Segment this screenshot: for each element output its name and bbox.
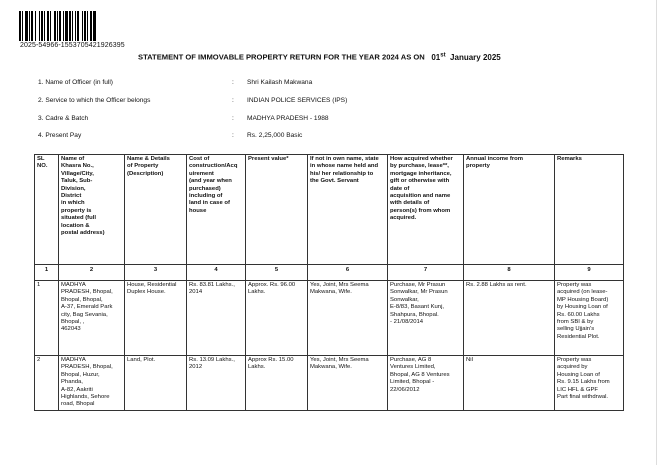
- table-cell: 2: [35, 356, 59, 411]
- header-how-acquired: How acquired whether by purchase, lease**, mortgage inheritance, gift or otherwise with date of acquisition and name with details of person(s) from whom acquired.: [388, 155, 464, 265]
- table-row: [35, 356, 624, 411]
- column-number-row: [35, 265, 624, 281]
- column-number: 1: [35, 265, 59, 281]
- cadre-batch-value: MADHYA PRADESH - 1988: [247, 115, 329, 122]
- column-number: 7: [388, 265, 464, 281]
- present-pay-value: Rs. 2,25,000 Basic: [247, 132, 303, 139]
- separator: :: [232, 132, 234, 139]
- table-cell: Purchase, Mr Prasun Sonwalkar, Mr Prasun Sonwalkar, E-8/83, Basant Kunj, Shahpura, Bhopal. - 21/08/2014: [388, 281, 464, 356]
- table-cell: House, Residential Duplex House.: [125, 281, 187, 356]
- table-cell: Nil: [464, 356, 555, 411]
- table-header-row: [35, 155, 624, 265]
- separator: :: [232, 79, 234, 86]
- table-cell: Rs. 2.88 Lakhs as rent.: [464, 281, 555, 356]
- table-cell: Approx Rs. 15.00 Lakhs.: [246, 356, 308, 411]
- service-label: 2. Service to which the Officer belongs: [38, 97, 151, 104]
- header-property-details: Name & Details of Property (Description): [125, 155, 187, 265]
- barcode-number: 2025-54966-1553705421926395: [20, 42, 125, 49]
- officer-name-value: Shri Kailash Makwana: [247, 79, 313, 86]
- service-value: INDIAN POLICE SERVICES (IPS): [247, 97, 348, 104]
- header-sl-no: SL NO.: [35, 155, 59, 265]
- separator: :: [232, 97, 234, 104]
- column-number: 4: [187, 265, 246, 281]
- column-number: 5: [246, 265, 308, 281]
- column-number: 8: [464, 265, 555, 281]
- column-number: 6: [308, 265, 388, 281]
- present-pay-label: 4. Present Pay: [38, 132, 82, 139]
- document-title: [138, 52, 501, 62]
- header-remarks: Remarks: [555, 155, 624, 265]
- header-present-value: Present value*: [246, 155, 308, 265]
- officer-name-label: 1. Name of Officer (in full): [38, 79, 113, 86]
- table-cell: MADHYA PRADESH, Bhopal, Bhopal, Huzur, Phanda, A-82, Aakriti Highlands, Sehore road, Bhopal: [59, 356, 125, 411]
- header-location: Name of Khasra No., Village/City, Taluk, Sub- Division, District in which property is situated (full location & postal address): [59, 155, 125, 265]
- header-owner: If not in own name, state in whose name held and his/ her relationship to the Govt. Servant: [308, 155, 388, 265]
- column-number: 2: [59, 265, 125, 281]
- separator: :: [232, 115, 234, 122]
- table-cell: Purchase, AG 8 Ventures Limited, Bhopal, AG 8 Ventures Limited, Bhopal - 22/06/2012: [388, 356, 464, 411]
- table-cell: 1: [35, 281, 59, 356]
- column-number: 3: [125, 265, 187, 281]
- page-edge-divider: [656, 0, 657, 465]
- table-cell: Land, Plot.: [125, 356, 187, 411]
- header-cost: Cost of construction/Acq uirement (and year when purchased) including of land in case of house: [187, 155, 246, 265]
- barcode: [19, 11, 131, 41]
- table-row: [35, 281, 624, 356]
- table-cell: Property was acquired (on lease- MP Housing Board) by Housing Loan of Rs. 60.00 Lakhs from SBI & by selling Ujjain's Residential Plot.: [555, 281, 624, 356]
- table-cell: Rs. 13.09 Lakhs., 2012: [187, 356, 246, 411]
- table-cell: Property was acquired by Housing Loan of Rs. 9.15 Lakhs from LIC HFL & GPF Part final withdrwal.: [555, 356, 624, 411]
- cadre-batch-label: 3. Cadre & Batch: [38, 115, 89, 122]
- table-cell: MADHYA PRADESH, Bhopal, Bhopal, Bhopal, A-37, Emerald Park city, Bag Sevania, Bhopal, , 462043: [59, 281, 125, 356]
- table-cell: Approx. Rs. 96.00 Lakhs.: [246, 281, 308, 356]
- table-cell: Yes, Joint, Mrs Seema Makwana, Wife.: [308, 356, 388, 411]
- title-text: STATEMENT OF IMMOVABLE PROPERTY RETURN FOR THE YEAR 2024 AS ON: [138, 52, 425, 62]
- column-number: 9: [555, 265, 624, 281]
- header-annual-income: Annual income from property: [464, 155, 555, 265]
- table-cell: Rs. 83.81 Lakhs., 2014: [187, 281, 246, 356]
- property-table: [34, 154, 624, 411]
- title-date: 01st January 2025: [431, 52, 501, 62]
- table-cell: Yes, Joint, Mrs Seema Makwana, Wife.: [308, 281, 388, 356]
